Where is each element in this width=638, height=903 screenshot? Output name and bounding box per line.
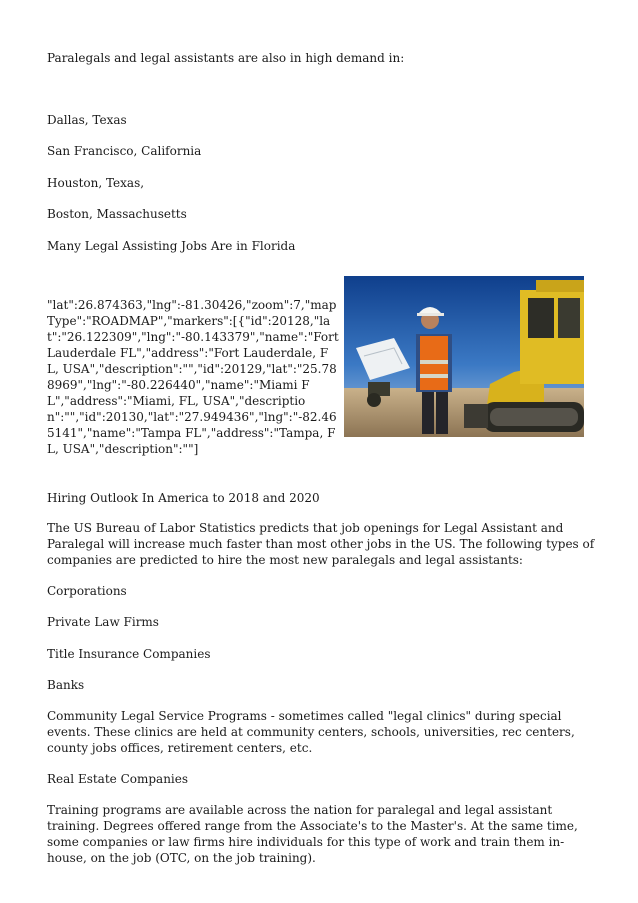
community-paragraph: Community Legal Service Programs - sometimes called "legal clinics" during special events. These clinics are held at community centers, schools, universities, rec centers, county jobs offices, retirement centers, etc. <box>47 709 575 755</box>
map-json-text: "lat":26.874363,"lng":-81.30426,"zoom":7,"mapType":"ROADMAP","markers":[{"id":20128,"lat":"26.122309","lng":"-80.143379","name":"Fort Lauderdale FL","address":"Fort Lauderdale, FL, USA","description":"","id":20129,"lat":"25.788969","lng":"-80.226440","name":"Miami FL","address":"Miami, FL, USA","description":"","id":20130,"lat":"27.949436","lng":"-82.465141","name":"Tampa FL","address":"Tampa, FL, USA","description":""] <box>47 298 339 456</box>
city-san-francisco: San Francisco, California <box>47 144 202 158</box>
bls-paragraph: The US Bureau of Labor Statistics predicts that job openings for Legal Assistant and Paralegal will increase much faster than most other jobs in the US. The following types of companies are predicted to hire the most new paralegals and legal assistants: <box>47 521 595 567</box>
city-boston: Boston, Massachusetts <box>47 207 187 221</box>
city-dallas: Dallas, Texas <box>47 113 127 127</box>
real-estate-text: Real Estate Companies <box>47 772 189 786</box>
company-type-corporations: Corporations <box>47 584 127 598</box>
training-paragraph: Training programs are available across the nation for paralegal and legal assistant training. Degrees offered range from the Associate's to the Master's. At the same time, some companies or law firms hire individuals for this type of work and train them in-house, on the job (OTC, on the job training). <box>47 803 578 865</box>
city-houston: Houston, Texas, <box>47 176 145 190</box>
hiring-heading: Hiring Outlook In America to 2018 and 2020 <box>47 491 320 505</box>
construction-worker-photo <box>344 276 584 437</box>
company-type-private-law-firms: Private Law Firms <box>47 615 159 629</box>
company-type-title-insurance: Title Insurance Companies <box>47 647 211 661</box>
florida-heading: Many Legal Assisting Jobs Are in Florida <box>47 239 296 253</box>
intro-text: Paralegals and legal assistants are also in high demand in: <box>47 51 405 65</box>
company-type-banks: Banks <box>47 678 85 692</box>
